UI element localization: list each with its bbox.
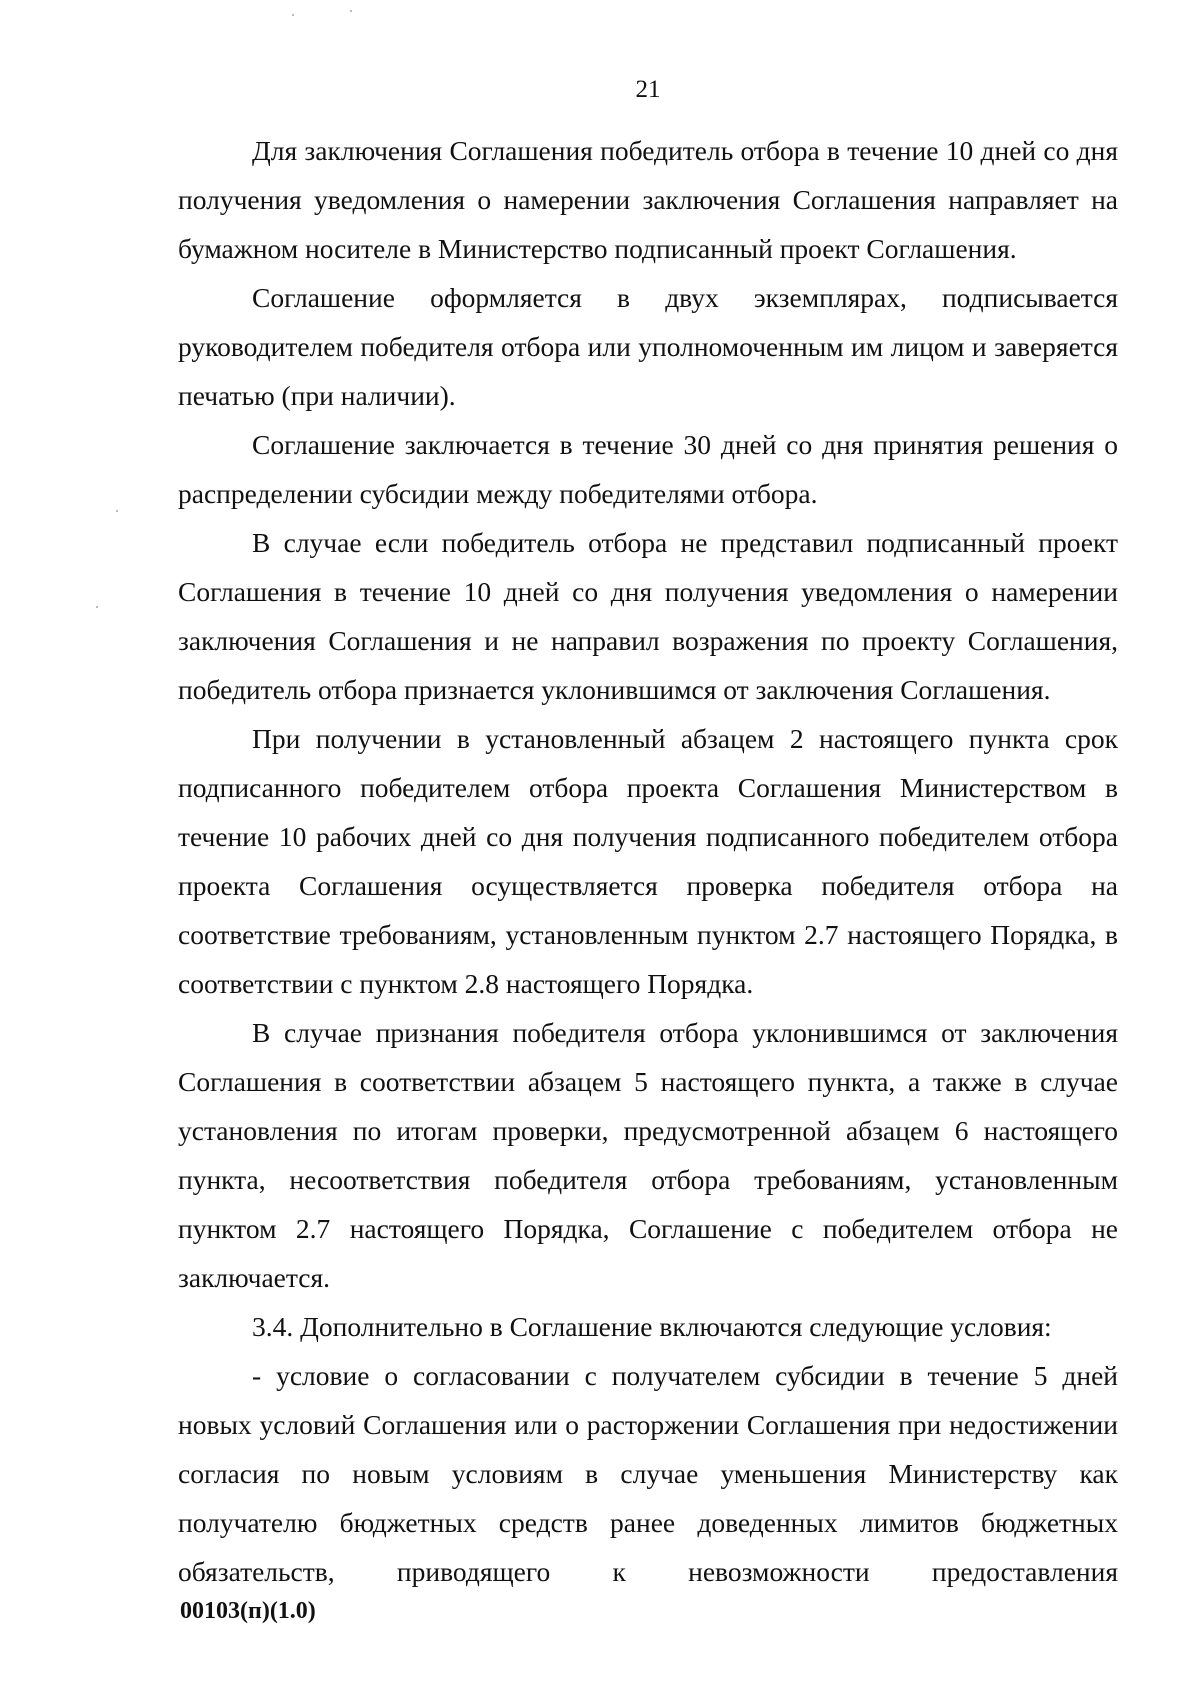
page-number: 21	[635, 76, 661, 103]
scan-speck	[96, 606, 98, 608]
document-code: 00103(п)(1.0)	[180, 1598, 316, 1624]
scan-speck	[116, 510, 118, 512]
scan-speck	[350, 10, 352, 12]
section-heading-paragraph: 3.4. Дополнительно в Соглашение включаются следующие условия:	[252, 1311, 1052, 1342]
scan-speck	[292, 14, 294, 16]
paragraph: Соглашение оформляется в двух экземплярах, подписывается руководителем победителя отбора или уполномоченным им лицом и заверяется печатью (при наличии).	[178, 282, 1118, 411]
paragraph: В случае если победитель отбора не представил подписанный проект Соглашения в течение 10 дней со дня получения уведомления о намерении заключения Соглашения и не направил возражения по проекту Соглашения, победитель отбора признается уклонившимся от заключения Соглашения.	[178, 527, 1118, 705]
paragraph: При получении в установленный абзацем 2 настоящего пункта срок подписанного победителем отбора проекта Соглашения Министерством в течение 10 рабочих дней со дня получения подписанного победителем отбора проекта Соглашения осуществляется проверка победителя отбора на соответствие требованиям, установленным пунктом 2.7 настоящего Порядка, в соответствии с пунктом 2.8 настоящего Порядка.	[178, 723, 1118, 999]
paragraph: Для заключения Соглашения победитель отбора в течение 10 дней со дня получения уведомления о намерении заключения Соглашения направляет на бумажном носителе в Министерство подписанный проект Соглашения.	[178, 135, 1118, 264]
document-body	[178, 126, 1118, 1596]
list-item-paragraph: - условие о согласовании с получателем субсидии в течение 5 дней новых условий Соглашения или о расторжении Соглашения при недостижении согласия по новым условиям в случае уменьшения Министерству как получателю бюджетных средств ранее доведенных лимитов бюджетных обязательств, приводящего к невозможности предоставления	[178, 1360, 1118, 1587]
paragraph: Соглашение заключается в течение 30 дней со дня принятия решения о распределении субсидии между победителями отбора.	[178, 429, 1118, 509]
paragraph: В случае признания победителя отбора уклонившимся от заключения Соглашения в соответствии абзацем 5 настоящего пункта, а также в случае установления по итогам проверки, предусмотренной абзацем 6 настоящего пункта, несоответствия победителя отбора требованиям, установленным пунктом 2.7 настоящего Порядка, Соглашение с победителем отбора не заключается.	[178, 1017, 1118, 1293]
